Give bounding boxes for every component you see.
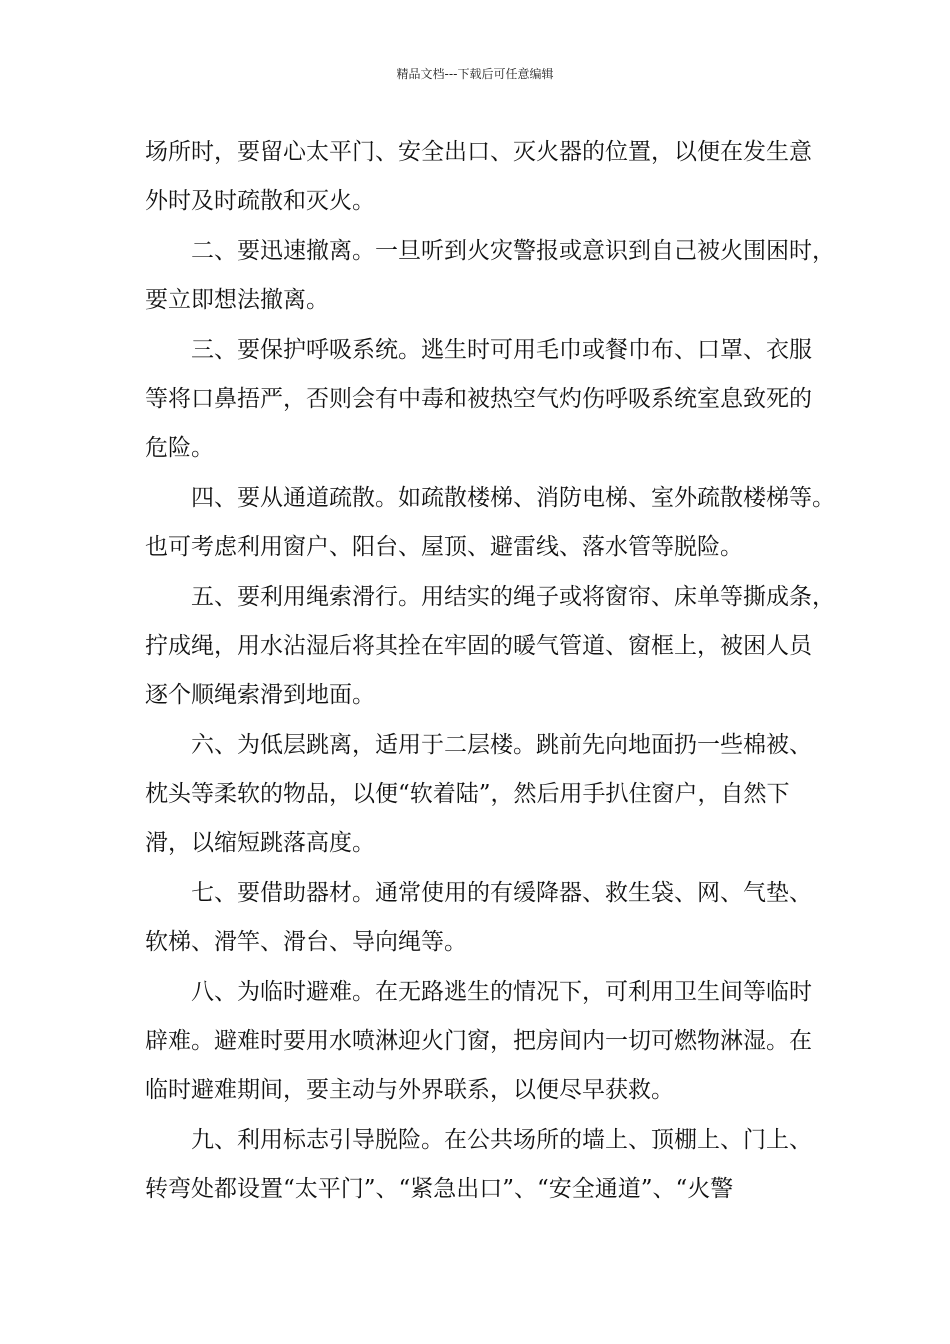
text-line: 滑，以缩短跳落高度。 bbox=[145, 830, 375, 857]
text-line: 转弯处都设置“太平门”、“紧急出口”、“安全通道”、“火警 bbox=[145, 1176, 734, 1203]
document-body bbox=[145, 128, 835, 1215]
text-line: 软梯、滑竿、滑台、导向绳等。 bbox=[145, 929, 467, 956]
text-line: 临时避难期间，要主动与外界联系，以便尽早获救。 bbox=[145, 1077, 674, 1104]
text-line: 六、为低层跳离，适用于二层楼。跳前先向地面扔一些棉被、 bbox=[191, 731, 812, 758]
text-line: 要立即想法撤离。 bbox=[145, 287, 329, 314]
text-line: 三、要保护呼吸系统。逃生时可用毛巾或餐巾布、口罩、衣服 bbox=[191, 336, 812, 363]
text-line: 五、要利用绳索滑行。用结实的绳子或将窗帘、床单等撕成条， bbox=[191, 583, 835, 610]
text-line: 危险。 bbox=[145, 435, 214, 462]
text-line: 四、要从通道疏散。如疏散楼梯、消防电梯、室外疏散楼梯等。 bbox=[191, 484, 835, 511]
text-line: 八、为临时避难。在无路逃生的情况下，可利用卫生间等临时 bbox=[191, 978, 812, 1005]
text-line: 拧成绳，用水沾湿后将其拴在牢固的暖气管道、窗框上，被困人员 bbox=[145, 632, 812, 659]
text-line: 场所时，要留心太平门、安全出口、灭火器的位置，以便在发生意 bbox=[145, 139, 812, 165]
text-line: 等将口鼻捂严，否则会有中毒和被热空气灼伤呼吸系统室息致死的 bbox=[145, 385, 812, 412]
text-line: 外时及时疏散和灭火。 bbox=[145, 188, 375, 215]
text-line: 辟难。避难时要用水喷淋迎火门窗，把房间内一切可燃物淋湿。在 bbox=[145, 1028, 812, 1055]
text-line: 七、要借助器材。通常使用的有缓降器、救生袋、网、气垫、 bbox=[191, 879, 812, 906]
text-line: 也可考虑利用窗户、阳台、屋顶、避雷线、落水管等脱险。 bbox=[145, 534, 743, 561]
text-line: 九、利用标志引导脱险。在公共场所的墙上、顶棚上、门上、 bbox=[191, 1126, 812, 1153]
text-line: 枕头等柔软的物品，以便“软着陆”，然后用手扒住窗户，自然下 bbox=[145, 781, 790, 808]
text-line: 逐个顺绳索滑到地面。 bbox=[145, 682, 375, 709]
page-header: 精品文档---下载后可任意编辑 bbox=[396, 67, 554, 81]
text-line: 二、要迅速撤离。一旦听到火灾警报或意识到自己被火围困时， bbox=[191, 237, 835, 264]
